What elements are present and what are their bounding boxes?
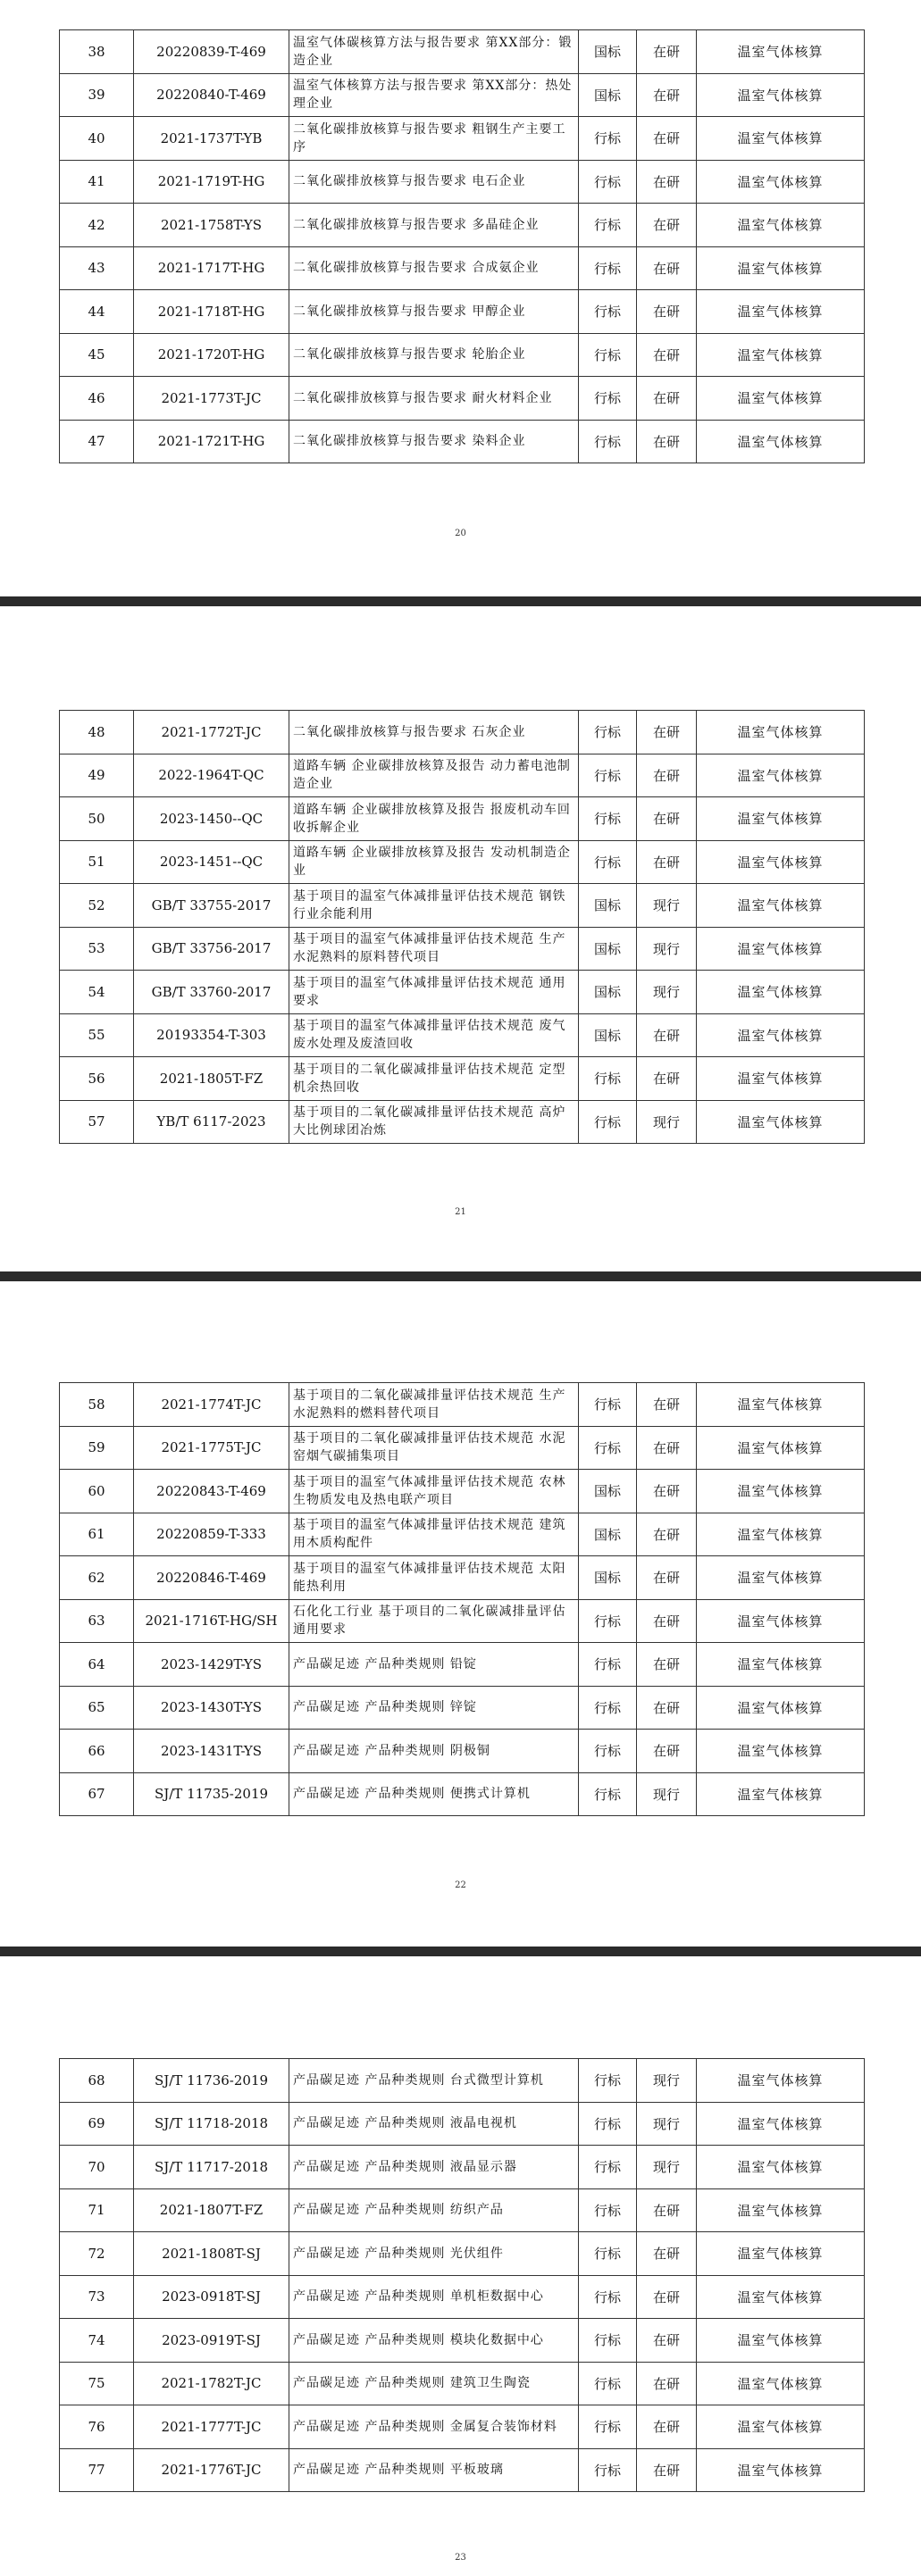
standard-category: 温室气体核算 xyxy=(697,2059,865,2103)
standard-name: 基于项目的温室气体减排量评估技术规范 农林生物质发电及热电联产项目 xyxy=(289,1470,579,1513)
standard-category: 温室气体核算 xyxy=(697,2405,865,2449)
standard-category: 温室气体核算 xyxy=(697,927,865,971)
standard-status: 在研 xyxy=(637,333,697,377)
standard-name: 产品碳足迹 产品种类规则 铅锭 xyxy=(289,1643,579,1687)
standards-table xyxy=(59,2058,865,2492)
standard-status: 在研 xyxy=(637,73,697,117)
standard-status: 在研 xyxy=(637,1383,697,1427)
standard-status: 在研 xyxy=(637,2405,697,2449)
standard-category: 温室气体核算 xyxy=(697,971,865,1014)
standard-type: 行标 xyxy=(579,2405,637,2449)
row-number: 52 xyxy=(60,884,134,928)
standard-name: 产品碳足迹 产品种类规则 锌锭 xyxy=(289,1686,579,1730)
standard-code: SJ/T 11736-2019 xyxy=(134,2059,289,2103)
standard-code: 2023-1451--QC xyxy=(134,840,289,884)
standard-code: 20220839-T-469 xyxy=(134,30,289,74)
standard-status: 在研 xyxy=(637,290,697,334)
row-number: 69 xyxy=(60,2102,134,2146)
standard-type: 行标 xyxy=(579,2448,637,2492)
page-separator xyxy=(0,1947,921,1956)
standard-code: 2023-1450--QC xyxy=(134,797,289,841)
standard-name: 基于项目的温室气体减排量评估技术规范 废气废水处理及废渣回收 xyxy=(289,1013,579,1057)
table-row xyxy=(60,711,865,754)
table-row xyxy=(60,1686,865,1730)
standard-type: 行标 xyxy=(579,377,637,421)
row-number: 59 xyxy=(60,1426,134,1470)
row-number: 60 xyxy=(60,1470,134,1513)
standard-type: 行标 xyxy=(579,2188,637,2232)
table-row xyxy=(60,1772,865,1816)
standard-name: 二氧化碳排放核算与报告要求 甲醇企业 xyxy=(289,290,579,334)
standard-code: 2023-1430T-YS xyxy=(134,1686,289,1730)
standard-code: 20220843-T-469 xyxy=(134,1470,289,1513)
standard-name: 温室气体碳核算方法与报告要求 第XX部分：锻造企业 xyxy=(289,30,579,74)
row-number: 51 xyxy=(60,840,134,884)
standard-category: 温室气体核算 xyxy=(697,1643,865,1687)
standard-category: 温室气体核算 xyxy=(697,2448,865,2492)
standard-code: 2021-1782T-JC xyxy=(134,2362,289,2405)
row-number: 57 xyxy=(60,1100,134,1144)
standard-code: 2021-1772T-JC xyxy=(134,711,289,754)
table-row xyxy=(60,754,865,797)
standard-status: 在研 xyxy=(637,797,697,841)
standard-name: 二氧化碳排放核算与报告要求 耐火材料企业 xyxy=(289,377,579,421)
standard-name: 基于项目的温室气体减排量评估技术规范 太阳能热利用 xyxy=(289,1556,579,1600)
row-number: 46 xyxy=(60,377,134,421)
standard-name: 二氧化碳排放核算与报告要求 多晶硅企业 xyxy=(289,204,579,247)
table-row xyxy=(60,1556,865,1600)
standard-status: 在研 xyxy=(637,1730,697,1773)
table-row xyxy=(60,1470,865,1513)
standard-code: 2023-1429T-YS xyxy=(134,1643,289,1687)
standard-category: 温室气体核算 xyxy=(697,2362,865,2405)
standard-code: 20193354-T-303 xyxy=(134,1013,289,1057)
standard-code: SJ/T 11718-2018 xyxy=(134,2102,289,2146)
standard-category: 温室气体核算 xyxy=(697,2275,865,2319)
standard-name: 道路车辆 企业碳排放核算及报告 发动机制造企业 xyxy=(289,840,579,884)
standard-code: GB/T 33760-2017 xyxy=(134,971,289,1014)
row-number: 72 xyxy=(60,2232,134,2276)
standard-category: 温室气体核算 xyxy=(697,2188,865,2232)
standard-type: 行标 xyxy=(579,2059,637,2103)
table-row xyxy=(60,2232,865,2276)
table-row xyxy=(60,204,865,247)
standard-code: SJ/T 11735-2019 xyxy=(134,1772,289,1816)
standard-type: 行标 xyxy=(579,204,637,247)
table-row xyxy=(60,884,865,928)
table-row xyxy=(60,1100,865,1144)
standard-type: 行标 xyxy=(579,840,637,884)
table-row xyxy=(60,797,865,841)
standard-category: 温室气体核算 xyxy=(697,204,865,247)
standard-status: 在研 xyxy=(637,30,697,74)
standard-code: 2021-1777T-JC xyxy=(134,2405,289,2449)
standard-type: 行标 xyxy=(579,1383,637,1427)
standard-status: 在研 xyxy=(637,1599,697,1643)
standard-type: 国标 xyxy=(579,1470,637,1513)
standard-name: 基于项目的二氧化碳减排量评估技术规范 定型机余热回收 xyxy=(289,1057,579,1101)
table-row xyxy=(60,1599,865,1643)
table-row xyxy=(60,30,865,74)
standard-type: 国标 xyxy=(579,884,637,928)
standard-name: 基于项目的温室气体减排量评估技术规范 生产水泥熟料的原料替代项目 xyxy=(289,927,579,971)
standard-type: 行标 xyxy=(579,1057,637,1101)
standard-status: 在研 xyxy=(637,117,697,161)
row-number: 47 xyxy=(60,420,134,463)
row-number: 43 xyxy=(60,246,134,290)
row-number: 38 xyxy=(60,30,134,74)
standard-type: 行标 xyxy=(579,160,637,204)
row-number: 49 xyxy=(60,754,134,797)
standard-status: 在研 xyxy=(637,1470,697,1513)
standard-status: 在研 xyxy=(637,1556,697,1600)
standard-name: 道路车辆 企业碳排放核算及报告 报废机动车回收拆解企业 xyxy=(289,797,579,841)
standard-category: 温室气体核算 xyxy=(697,2102,865,2146)
standard-category: 温室气体核算 xyxy=(697,754,865,797)
standard-type: 行标 xyxy=(579,1599,637,1643)
standard-status: 在研 xyxy=(637,160,697,204)
row-number: 77 xyxy=(60,2448,134,2492)
standard-category: 温室气体核算 xyxy=(697,1383,865,1427)
standard-category: 温室气体核算 xyxy=(697,1599,865,1643)
row-number: 65 xyxy=(60,1686,134,1730)
standard-status: 在研 xyxy=(637,1057,697,1101)
standard-status: 在研 xyxy=(637,840,697,884)
standard-category: 温室气体核算 xyxy=(697,1426,865,1470)
standard-code: SJ/T 11717-2018 xyxy=(134,2146,289,2189)
standard-name: 道路车辆 企业碳排放核算及报告 动力蓄电池制造企业 xyxy=(289,754,579,797)
standard-name: 基于项目的温室气体减排量评估技术规范 通用要求 xyxy=(289,971,579,1014)
row-number: 41 xyxy=(60,160,134,204)
standard-name: 石化化工行业 基于项目的二氧化碳减排量评估通用要求 xyxy=(289,1599,579,1643)
row-number: 56 xyxy=(60,1057,134,1101)
row-number: 55 xyxy=(60,1013,134,1057)
standard-type: 行标 xyxy=(579,2232,637,2276)
standard-name: 产品碳足迹 产品种类规则 阴极铜 xyxy=(289,1730,579,1773)
standard-name: 产品碳足迹 产品种类规则 便携式计算机 xyxy=(289,1772,579,1816)
standard-type: 国标 xyxy=(579,1556,637,1600)
row-number: 45 xyxy=(60,333,134,377)
standard-name: 基于项目的二氧化碳减排量评估技术规范 水泥窑烟气碳捕集项目 xyxy=(289,1426,579,1470)
row-number: 64 xyxy=(60,1643,134,1687)
standard-name: 二氧化碳排放核算与报告要求 石灰企业 xyxy=(289,711,579,754)
standard-status: 在研 xyxy=(637,246,697,290)
row-number: 70 xyxy=(60,2146,134,2189)
standard-type: 国标 xyxy=(579,971,637,1014)
standard-name: 二氧化碳排放核算与报告要求 合成氨企业 xyxy=(289,246,579,290)
standard-type: 行标 xyxy=(579,333,637,377)
standard-type: 行标 xyxy=(579,2319,637,2363)
standard-type: 行标 xyxy=(579,1643,637,1687)
standard-type: 行标 xyxy=(579,754,637,797)
row-number: 42 xyxy=(60,204,134,247)
standard-type: 国标 xyxy=(579,73,637,117)
standard-status: 现行 xyxy=(637,2146,697,2189)
standard-name: 产品碳足迹 产品种类规则 液晶电视机 xyxy=(289,2102,579,2146)
table-row xyxy=(60,73,865,117)
table-row xyxy=(60,2059,865,2103)
standard-type: 行标 xyxy=(579,117,637,161)
row-number: 40 xyxy=(60,117,134,161)
standard-name: 二氧化碳排放核算与报告要求 电石企业 xyxy=(289,160,579,204)
standard-status: 现行 xyxy=(637,927,697,971)
table-row xyxy=(60,971,865,1014)
table-row xyxy=(60,1426,865,1470)
row-number: 50 xyxy=(60,797,134,841)
standard-category: 温室气体核算 xyxy=(697,1772,865,1816)
row-number: 61 xyxy=(60,1513,134,1556)
standard-type: 行标 xyxy=(579,1686,637,1730)
row-number: 44 xyxy=(60,290,134,334)
standard-category: 温室气体核算 xyxy=(697,30,865,74)
page-number: 20 xyxy=(455,529,466,538)
standard-type: 行标 xyxy=(579,2275,637,2319)
standard-status: 现行 xyxy=(637,1100,697,1144)
standard-type: 行标 xyxy=(579,2102,637,2146)
standard-code: 2021-1775T-JC xyxy=(134,1426,289,1470)
standard-type: 行标 xyxy=(579,290,637,334)
standard-code: 2021-1719T-HG xyxy=(134,160,289,204)
table-row xyxy=(60,2319,865,2363)
standard-code: 20220859-T-333 xyxy=(134,1513,289,1556)
page-separator xyxy=(0,596,921,606)
row-number: 53 xyxy=(60,927,134,971)
row-number: 75 xyxy=(60,2362,134,2405)
table-row xyxy=(60,1013,865,1057)
standard-status: 在研 xyxy=(637,1643,697,1687)
standards-table xyxy=(59,1382,865,1816)
table-row xyxy=(60,1057,865,1101)
page-number: 23 xyxy=(455,2553,466,2563)
standard-type: 行标 xyxy=(579,1426,637,1470)
standard-code: 20220846-T-469 xyxy=(134,1556,289,1600)
row-number: 76 xyxy=(60,2405,134,2449)
standard-name: 产品碳足迹 产品种类规则 单机柜数据中心 xyxy=(289,2275,579,2319)
standard-category: 温室气体核算 xyxy=(697,1556,865,1600)
row-number: 62 xyxy=(60,1556,134,1600)
standard-status: 在研 xyxy=(637,754,697,797)
standard-category: 温室气体核算 xyxy=(697,2146,865,2189)
standard-status: 在研 xyxy=(637,204,697,247)
standard-category: 温室气体核算 xyxy=(697,290,865,334)
standard-code: 2021-1808T-SJ xyxy=(134,2232,289,2276)
standard-type: 行标 xyxy=(579,420,637,463)
standard-type: 行标 xyxy=(579,1100,637,1144)
standard-name: 二氧化碳排放核算与报告要求 染料企业 xyxy=(289,420,579,463)
standards-table xyxy=(59,29,865,463)
standard-type: 国标 xyxy=(579,927,637,971)
standard-status: 在研 xyxy=(637,2275,697,2319)
page-number: 22 xyxy=(455,1880,466,1890)
standard-name: 温室气体核算方法与报告要求 第XX部分：热处理企业 xyxy=(289,73,579,117)
standard-category: 温室气体核算 xyxy=(697,1730,865,1773)
standard-category: 温室气体核算 xyxy=(697,840,865,884)
standard-category: 温室气体核算 xyxy=(697,2232,865,2276)
table-row xyxy=(60,2188,865,2232)
standard-status: 现行 xyxy=(637,2059,697,2103)
standard-name: 产品碳足迹 产品种类规则 模块化数据中心 xyxy=(289,2319,579,2363)
standard-name: 产品碳足迹 产品种类规则 液晶显示器 xyxy=(289,2146,579,2189)
standard-code: 2021-1758T-YS xyxy=(134,204,289,247)
standard-category: 温室气体核算 xyxy=(697,377,865,421)
table-row xyxy=(60,333,865,377)
standard-status: 在研 xyxy=(637,377,697,421)
standard-category: 温室气体核算 xyxy=(697,73,865,117)
standard-category: 温室气体核算 xyxy=(697,246,865,290)
standard-name: 基于项目的温室气体减排量评估技术规范 钢铁行业余能利用 xyxy=(289,884,579,928)
standard-category: 温室气体核算 xyxy=(697,333,865,377)
standard-type: 行标 xyxy=(579,797,637,841)
table-row xyxy=(60,1383,865,1427)
standard-status: 在研 xyxy=(637,2319,697,2363)
table-row xyxy=(60,2146,865,2189)
standard-category: 温室气体核算 xyxy=(697,1057,865,1101)
standard-category: 温室气体核算 xyxy=(697,2319,865,2363)
standard-name: 产品碳足迹 产品种类规则 金属复合装饰材料 xyxy=(289,2405,579,2449)
standard-code: GB/T 33755-2017 xyxy=(134,884,289,928)
standard-name: 基于项目的二氧化碳减排量评估技术规范 生产水泥熟料的燃料替代项目 xyxy=(289,1383,579,1427)
standard-name: 基于项目的二氧化碳减排量评估技术规范 高炉大比例球团冶炼 xyxy=(289,1100,579,1144)
standard-category: 温室气体核算 xyxy=(697,1470,865,1513)
table-row xyxy=(60,2275,865,2319)
table-row xyxy=(60,160,865,204)
standard-status: 在研 xyxy=(637,1013,697,1057)
standard-code: 2021-1776T-JC xyxy=(134,2448,289,2492)
table-row xyxy=(60,1643,865,1687)
table-row xyxy=(60,2448,865,2492)
standard-code: 2021-1718T-HG xyxy=(134,290,289,334)
table-row xyxy=(60,2102,865,2146)
row-number: 66 xyxy=(60,1730,134,1773)
standard-name: 二氧化碳排放核算与报告要求 轮胎企业 xyxy=(289,333,579,377)
standard-status: 在研 xyxy=(637,420,697,463)
table-row xyxy=(60,1513,865,1556)
standard-category: 温室气体核算 xyxy=(697,711,865,754)
table-row xyxy=(60,420,865,463)
table-row xyxy=(60,927,865,971)
standard-status: 在研 xyxy=(637,1686,697,1730)
standard-name: 二氧化碳排放核算与报告要求 粗钢生产主要工序 xyxy=(289,117,579,161)
table-row xyxy=(60,840,865,884)
standard-name: 基于项目的温室气体减排量评估技术规范 建筑用木质构配件 xyxy=(289,1513,579,1556)
table-row xyxy=(60,1730,865,1773)
standard-category: 温室气体核算 xyxy=(697,797,865,841)
row-number: 73 xyxy=(60,2275,134,2319)
standards-table xyxy=(59,710,865,1144)
standard-code: 2023-1431T-YS xyxy=(134,1730,289,1773)
standard-category: 温室气体核算 xyxy=(697,884,865,928)
standard-code: 2021-1721T-HG xyxy=(134,420,289,463)
standard-code: GB/T 33756-2017 xyxy=(134,927,289,971)
standard-code: 2021-1716T-HG/SH xyxy=(134,1599,289,1643)
table-row xyxy=(60,377,865,421)
standard-code: 2023-0918T-SJ xyxy=(134,2275,289,2319)
standard-name: 产品碳足迹 产品种类规则 台式微型计算机 xyxy=(289,2059,579,2103)
row-number: 68 xyxy=(60,2059,134,2103)
standard-status: 现行 xyxy=(637,971,697,1014)
standard-type: 行标 xyxy=(579,2362,637,2405)
standard-category: 温室气体核算 xyxy=(697,420,865,463)
standard-status: 在研 xyxy=(637,711,697,754)
standard-code: 2023-0919T-SJ xyxy=(134,2319,289,2363)
row-number: 54 xyxy=(60,971,134,1014)
standard-status: 在研 xyxy=(637,2448,697,2492)
standard-code: 2021-1717T-HG xyxy=(134,246,289,290)
standard-category: 温室气体核算 xyxy=(697,1013,865,1057)
row-number: 63 xyxy=(60,1599,134,1643)
standard-type: 国标 xyxy=(579,1013,637,1057)
standard-status: 在研 xyxy=(637,2188,697,2232)
standard-category: 温室气体核算 xyxy=(697,1686,865,1730)
standard-name: 产品碳足迹 产品种类规则 平板玻璃 xyxy=(289,2448,579,2492)
standard-code: 2021-1805T-FZ xyxy=(134,1057,289,1101)
table-row xyxy=(60,2362,865,2405)
standard-type: 行标 xyxy=(579,246,637,290)
standard-category: 温室气体核算 xyxy=(697,1513,865,1556)
row-number: 48 xyxy=(60,711,134,754)
standard-status: 在研 xyxy=(637,1513,697,1556)
standard-name: 产品碳足迹 产品种类规则 纺织产品 xyxy=(289,2188,579,2232)
table-row xyxy=(60,117,865,161)
standard-code: 2021-1737T-YB xyxy=(134,117,289,161)
standard-status: 在研 xyxy=(637,1426,697,1470)
standard-type: 行标 xyxy=(579,1772,637,1816)
standard-category: 温室气体核算 xyxy=(697,117,865,161)
standard-type: 国标 xyxy=(579,30,637,74)
standard-type: 行标 xyxy=(579,1730,637,1773)
standard-name: 产品碳足迹 产品种类规则 建筑卫生陶瓷 xyxy=(289,2362,579,2405)
row-number: 58 xyxy=(60,1383,134,1427)
standard-status: 在研 xyxy=(637,2362,697,2405)
standard-type: 国标 xyxy=(579,1513,637,1556)
row-number: 67 xyxy=(60,1772,134,1816)
standard-code: 2022-1964T-QC xyxy=(134,754,289,797)
standard-status: 现行 xyxy=(637,1772,697,1816)
standard-code: 20220840-T-469 xyxy=(134,73,289,117)
standard-category: 温室气体核算 xyxy=(697,160,865,204)
page-separator xyxy=(0,1271,921,1281)
standard-code: YB/T 6117-2023 xyxy=(134,1100,289,1144)
standard-code: 2021-1807T-FZ xyxy=(134,2188,289,2232)
standard-code: 2021-1720T-HG xyxy=(134,333,289,377)
standard-status: 现行 xyxy=(637,884,697,928)
standard-code: 2021-1774T-JC xyxy=(134,1383,289,1427)
standard-status: 现行 xyxy=(637,2102,697,2146)
standard-category: 温室气体核算 xyxy=(697,1100,865,1144)
row-number: 39 xyxy=(60,73,134,117)
standard-type: 行标 xyxy=(579,2146,637,2189)
standard-type: 行标 xyxy=(579,711,637,754)
row-number: 71 xyxy=(60,2188,134,2232)
standard-code: 2021-1773T-JC xyxy=(134,377,289,421)
page-number: 21 xyxy=(455,1207,466,1217)
standard-name: 产品碳足迹 产品种类规则 光伏组件 xyxy=(289,2232,579,2276)
table-row xyxy=(60,246,865,290)
table-row xyxy=(60,2405,865,2449)
standard-status: 在研 xyxy=(637,2232,697,2276)
table-row xyxy=(60,290,865,334)
row-number: 74 xyxy=(60,2319,134,2363)
